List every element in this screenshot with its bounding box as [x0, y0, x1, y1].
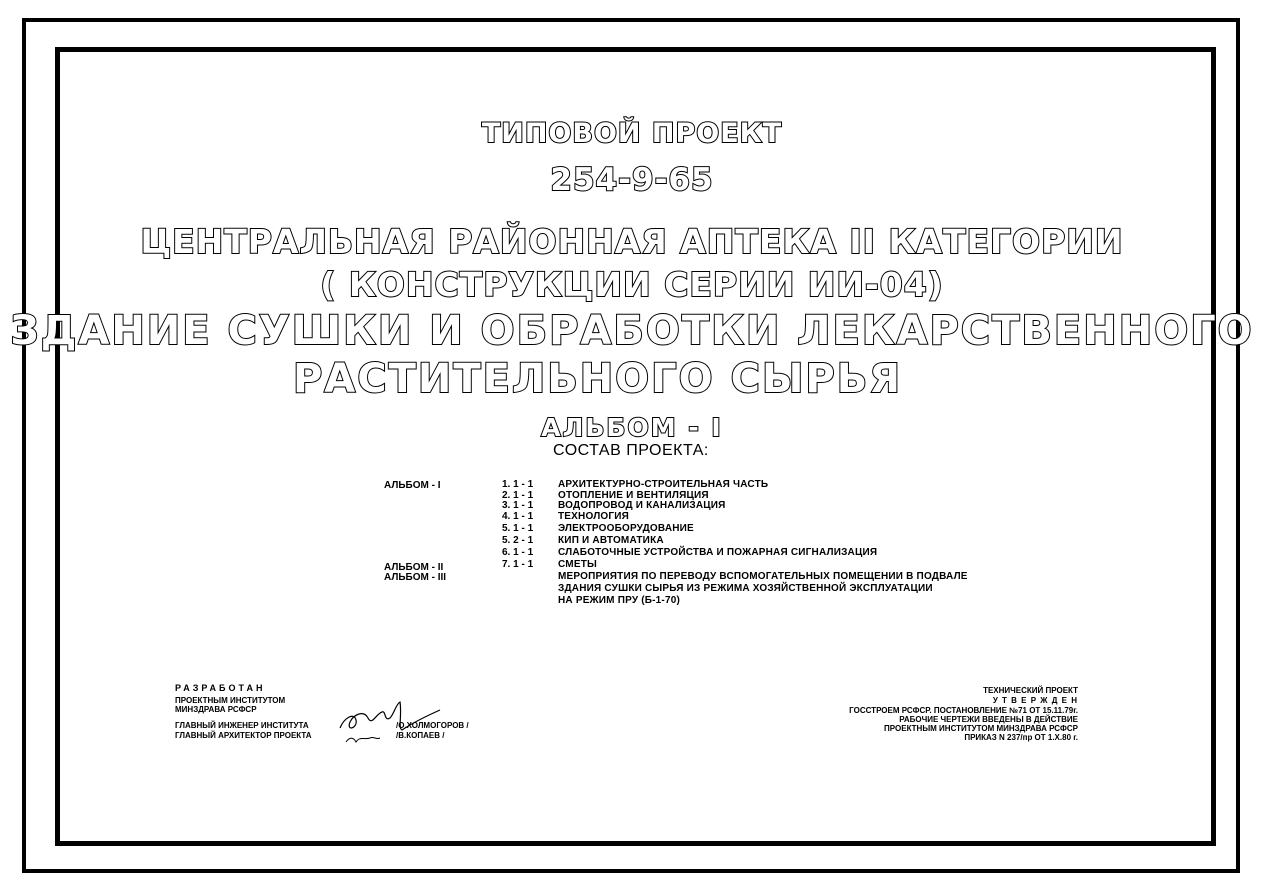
developer-org-line1: ПРОЕКТНЫМ ИНСТИТУТОМ: [175, 696, 286, 705]
section-title: СЛАБОТОЧНЫЕ УСТРОЙСТВА И ПОЖАРНАЯ СИГНАЛИЗАЦИЯ: [558, 547, 878, 558]
signature-graphic: [336, 696, 446, 746]
composition-heading: СОСТАВ ПРОЕКТА:: [553, 442, 709, 459]
section-title: ЭЛЕКТРООБОРУДОВАНИЕ: [558, 523, 694, 534]
approval-line2: У Т В Е Р Ж Д Е Н: [992, 696, 1078, 705]
section-code: 4. 1 - 1: [502, 511, 534, 522]
project-number: 254-9-65: [550, 162, 714, 198]
chief-engineer-role: ГЛАВНЫЙ ИНЖЕНЕР ИНСТИТУТА: [175, 721, 309, 730]
chief-engineer-name: /О.ХОЛМОГОРОВ /: [396, 721, 469, 730]
developer-title: РАЗРАБОТАН: [175, 683, 266, 693]
section-code: 5. 1 - 1: [502, 523, 534, 534]
section-title: КИП И АВТОМАТИКА: [558, 535, 664, 546]
chief-architect-role: ГЛАВНЫЙ АРХИТЕКТОР ПРОЕКТА: [175, 731, 312, 740]
building-title-line1: ЗДАНИЕ СУШКИ И ОБРАБОТКИ ЛЕКАРСТВЕННОГО: [10, 308, 1254, 354]
approval-line6: ПРИКАЗ N 237/пр ОТ 1.Х.80 г.: [964, 733, 1078, 742]
section-title: ТЕХНОЛОГИЯ: [558, 511, 630, 522]
section-code: 7. 1 - 1: [502, 559, 534, 570]
section-title: АРХИТЕКТУРНО-СТРОИТЕЛЬНАЯ ЧАСТЬ: [558, 479, 769, 490]
approval-line3: ГОССТРОЕМ РСФСР. ПОСТАНОВЛЕНИЕ №71 ОТ 15.11.79г.: [849, 706, 1078, 715]
approval-line1: ТЕХНИЧЕСКИЙ ПРОЕКТ: [983, 686, 1078, 695]
project-type-title: ТИПОВОЙ ПРОЕКТ: [481, 118, 783, 149]
section-code: 3. 1 - 1: [502, 500, 534, 511]
section-code: 1. 1 - 1: [502, 479, 534, 490]
section-title: МЕРОПРИЯТИЯ ПО ПЕРЕВОДУ ВСПОМОГАТЕЛЬНЫХ ПОМЕЩЕНИИ В ПОДВАЛЕ: [558, 571, 968, 582]
developer-org-line2: МИНЗДРАВА РСФСР: [175, 705, 257, 714]
section-title: ОТОПЛЕНИЕ И ВЕНТИЛЯЦИЯ: [558, 490, 709, 501]
section-code: 6. 1 - 1: [502, 547, 534, 558]
section-code: 2. 1 - 1: [502, 490, 534, 501]
section-title: СМЕТЫ: [558, 559, 597, 570]
album-label-1: АЛЬБОМ - I: [384, 480, 441, 491]
section-title: ЗДАНИЯ СУШКИ СЫРЬЯ ИЗ РЕЖИМА ХОЗЯЙСТВЕННОЙ ЭКСПЛУАТАЦИИ: [558, 583, 933, 594]
approval-line5: ПРОЕКТНЫМ ИНСТИТУТОМ МИНЗДРАВА РСФСР: [884, 724, 1078, 733]
section-title: НА РЕЖИМ ПРУ (Б-1-70): [558, 595, 681, 606]
album-label-2: АЛЬБОМ - II: [384, 562, 444, 573]
project-name-line2: ( КОНСТРУКЦИИ СЕРИИ ИИ-04): [320, 265, 944, 304]
album-title: АЛЬБОМ - I: [541, 413, 723, 442]
album-label-3: АЛЬБОМ - III: [384, 572, 447, 583]
section-code: 5. 2 - 1: [502, 535, 534, 546]
chief-architect-name: /В.КОПАЕВ /: [396, 731, 445, 740]
approval-line4: РАБОЧИЕ ЧЕРТЕЖИ ВВЕДЕНЫ В ДЕЙСТВИЕ: [899, 715, 1078, 724]
section-title: ВОДОПРОВОД И КАНАЛИЗАЦИЯ: [558, 500, 726, 511]
building-title-line2: РАСТИТЕЛЬНОГО СЫРЬЯ: [292, 356, 902, 402]
project-name-line1: ЦЕНТРАЛЬНАЯ РАЙОННАЯ АПТЕКА II КАТЕГОРИИ: [140, 222, 1124, 261]
